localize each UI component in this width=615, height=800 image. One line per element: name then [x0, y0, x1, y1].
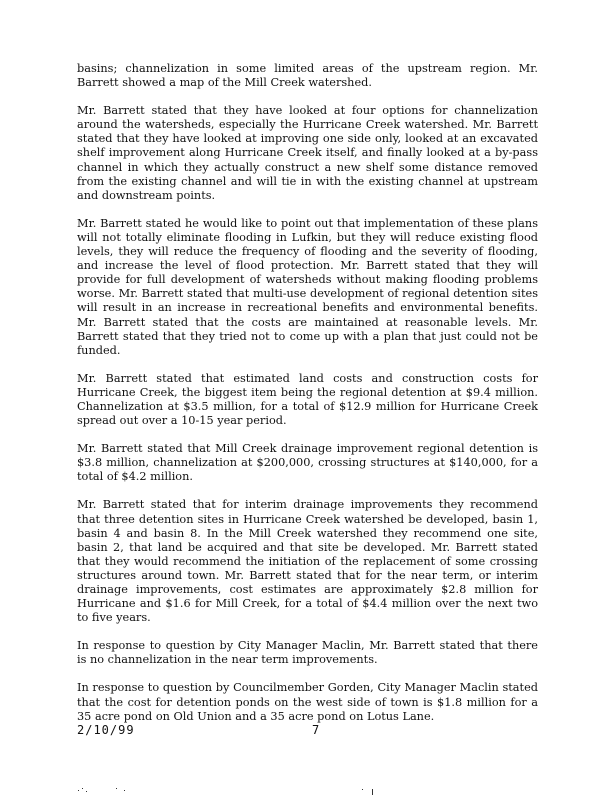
scan-speck — [116, 788, 117, 789]
footer-date: 2/10/99 — [77, 723, 135, 737]
page-footer — [77, 723, 538, 739]
paragraph-basins: basins; channelization in some limited areas of the upstream region. Mr. Barrett showed a map of the Mill Creek watershed. — [77, 62, 538, 90]
paragraph-interim-improvements: Mr. Barrett stated that for interim drainage improvements they recommend that three detention sites in Hurricane Creek watershed be developed, basin 1, basin 4 and basin 8. In the Mill Creek watershed they recommend one site, basin 2, that land be acquired and that site be developed. Mr. Barrett stated that they would recommend the initiation of the replacement of some crossing structures around town. Mr. Barrett stated that for the near term, or interim drainage improvements, cost estimates are approximately $2.8 million for Hurricane and $1.6 for Mill Creek, for a total of $4.4 million over the next two to five years. — [77, 498, 538, 625]
scan-speck — [78, 790, 79, 791]
paragraph-channelization-options: Mr. Barrett stated that they have looked at four options for channelization around the watersheds, especially the Hurricane Creek watershed. Mr. Barrett stated that they have looked at improving one side only, looked at an excavated shelf improvement along Hurricane Creek itself, and finally looked at a by-pass channel in which they actually construct a new shelf some distance removed from the existing channel and will tie in with the existing channel at upstream and downstream points. — [77, 104, 538, 202]
document-body — [77, 62, 538, 738]
scan-speck — [124, 790, 125, 791]
scan-speck — [82, 788, 83, 789]
scan-speck — [362, 789, 363, 790]
scan-speck — [86, 791, 87, 792]
paragraph-mill-creek-costs: Mr. Barrett stated that Mill Creek drainage improvement regional detention is $3.8 million, channelization at $200,000, crossing structures at $140,000, for a total of $4.2 million. — [77, 442, 538, 484]
paragraph-gorden-question: In response to question by Councilmember Gorden, City Manager Maclin stated that the cost for detention ponds on the west side of town is $1.8 million for a 35 acre pond on Old Union and a 35 acre pond on Lotus Lane. — [77, 681, 538, 723]
scan-speck — [372, 789, 373, 795]
paragraph-hurricane-creek-costs: Mr. Barrett stated that estimated land costs and construction costs for Hurricane Creek, the biggest item being the regional detention at $9.4 million. Channelization at $3.5 million, for a total of $12.9 million for Hurricane Creek spread out over a 10-15 year period. — [77, 371, 538, 428]
page-number: 7 — [312, 723, 320, 737]
paragraph-maclin-question: In response to question by City Manager Maclin, Mr. Barrett stated that there is no channelization in the near term improvements. — [77, 639, 538, 667]
paragraph-implementation-benefits: Mr. Barrett stated he would like to point out that implementation of these plans will not totally eliminate flooding in Lufkin, but they will reduce existing flood levels, they will reduce the frequency of flooding and the severity of flooding, and increase the level of flood protection. Mr. Barrett stated that they will provide for full development of watersheds without making flooding problems worse. Mr. Barrett stated that multi-use development of regional detention sites will result in an increase in recreational benefits and environmental benefits. Mr. Barrett stated that the costs are maintained at reasonable levels. Mr. Barrett stated that they tried not to come up with a plan that just could not be funded. — [77, 216, 538, 357]
